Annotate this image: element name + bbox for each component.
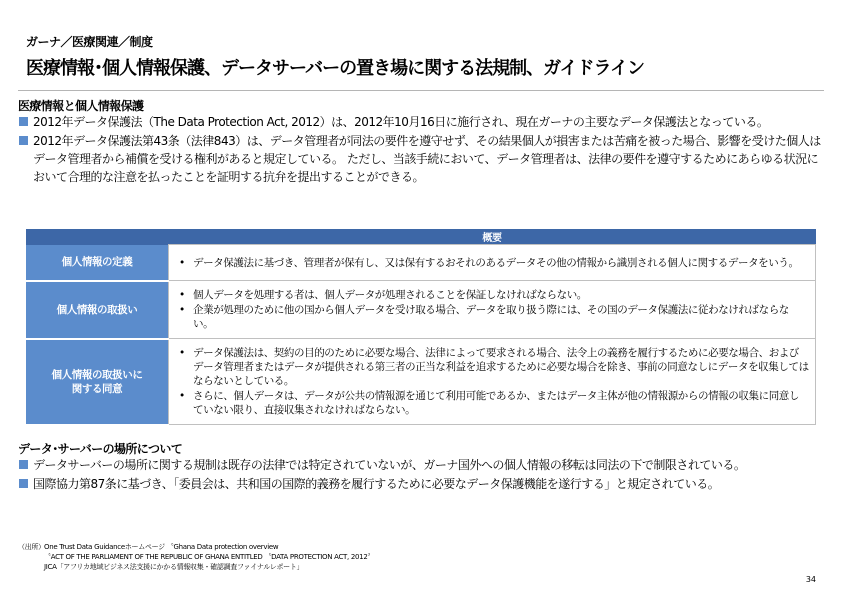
page-title: 医療情報･個人情報保護、データサーバーの置き場に関する法規制、ガイドライン	[26, 58, 645, 79]
section1-bullet-list	[18, 113, 828, 187]
table-bullet: • 個人データを処理する者は、個人データが処理されることを保証しなければならない。	[177, 288, 809, 302]
row-content	[169, 245, 816, 281]
source-line: One Trust Data Guidanceホームページ 〝Ghana Data protection overview	[44, 543, 279, 551]
section-heading-server-location: データ･サーバーの場所について	[18, 442, 183, 456]
row-label: 個人情報の定義	[26, 245, 169, 281]
table-row	[26, 339, 816, 425]
table-row	[26, 245, 816, 281]
source-line: 〝ACT OF THE PARLIAMENT OF THE REPUBLIC OF GHANA ENTITLED 〝DATA PROTECTION ACT, 2012〞	[44, 553, 375, 561]
table-bullet: • データ保護法は、契約の目的のために必要な場合、法律によって要求される場合、法令上の義務を履行するために必要な場合、およびデータ管理者またはデータが提供される第三者の正当な利益を追求するために必要な場合を除き、事前の同意なしにデータを収集してはならないとしている。	[177, 346, 809, 388]
row-content	[169, 281, 816, 339]
sources-footnote	[18, 542, 374, 572]
table-header-overview: 概要	[169, 229, 816, 245]
square-bullet-icon	[19, 117, 28, 126]
row-content	[169, 339, 816, 425]
breadcrumb: ガーナ／医療関連／制度	[26, 35, 153, 49]
list-item: 国際協力第87条に基づき、「委員会は、共和国の国際的義務を履行するために必要なデータ保護機能を遂行する」と規定されている。	[18, 475, 828, 493]
square-bullet-icon	[19, 136, 28, 145]
section2-bullet-list	[18, 456, 828, 494]
list-item: 2012年データ保護法（The Data Protection Act, 2012）は、2012年10月16日に施行され、現在ガーナの主要なデータ保護法となっている。	[18, 113, 828, 131]
square-bullet-icon	[19, 479, 28, 488]
table-bullet: • さらに、個人データは、データが公共の情報源を通じて利用可能であるか、またはデータ主体が他の情報源からの情報の収集に同意していない限り、直接収集されなければならない。	[177, 389, 809, 417]
sources-label: （出所）	[18, 543, 45, 551]
row-label: 個人情報の取扱い	[26, 281, 169, 339]
square-bullet-icon	[19, 460, 28, 469]
table-row	[26, 281, 816, 339]
table-bullet: • データ保護法に基づき、管理者が保有し、又は保有するおそれのあるデータその他の情報から識別される個人に関するデータをいう。	[177, 256, 809, 270]
page-number: 34	[805, 575, 816, 584]
title-divider	[18, 90, 824, 91]
summary-table	[26, 229, 816, 426]
table-header-blank	[26, 229, 169, 245]
source-line: JICA「アフリカ地域ビジネス法支援にかかる情報収集・確認調査ファイナルレポート」	[44, 563, 304, 571]
list-item: 2012年データ保護法第43条（法律843）は、データ管理者が同法の要件を遵守せず、その結果個人が損害または苦痛を被った場合、影響を受けた個人はデータ管理者から補償を受ける権利があると規定している。 ただし、当該手続において、データ管理者は、法律の要件を遵守するためにあらゆる状況において合理的な注意を払ったことを証明する抗弁を提出することができる。	[18, 132, 828, 186]
section-heading-medical-info: 医療情報と個人情報保護	[18, 99, 144, 113]
table-header-row	[26, 229, 816, 245]
list-item: データサーバーの場所に関する規制は既存の法律では特定されていないが、ガーナ国外への個人情報の移転は同法の下で制限されている。	[18, 456, 828, 474]
table-bullet: • 企業が処理のために他の国から個人データを受け取る場合、データを取り扱う際には、その国のデータ保護法に従わなければならない。	[177, 303, 809, 331]
row-label: 個人情報の取扱いに関する同意	[26, 339, 169, 425]
